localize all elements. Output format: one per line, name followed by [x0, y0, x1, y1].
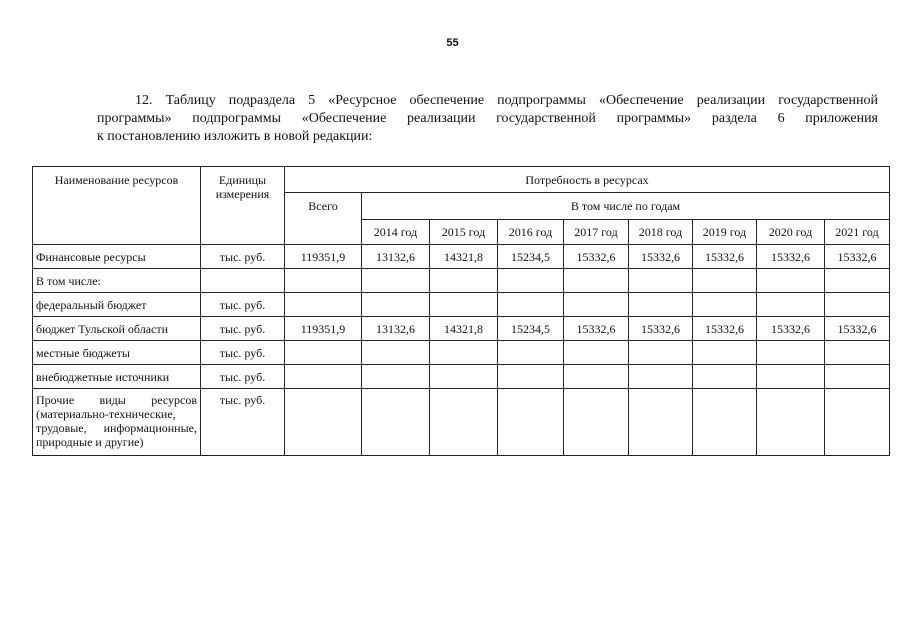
- unit-cell: тыс. руб.: [201, 317, 285, 341]
- year-value-cell: 14321,8: [430, 317, 498, 341]
- unit-cell: тыс. руб.: [201, 365, 285, 389]
- year-value-cell: [757, 269, 825, 293]
- header-unit: Единицы измерения: [201, 167, 285, 245]
- intro-line-2: программы» подпрограммы «Обеспечение реализации государственной программы» раздела 6 приложения: [97, 111, 878, 126]
- total-cell: [285, 269, 362, 293]
- year-value-cell: [693, 269, 757, 293]
- intro-paragraph: [97, 92, 878, 146]
- year-value-cell: [498, 293, 564, 317]
- year-value-cell: [564, 341, 629, 365]
- total-cell: [285, 293, 362, 317]
- year-value-cell: [825, 365, 890, 389]
- resource-name-cell: федеральный бюджет: [33, 293, 201, 317]
- resource-name-cell: местные бюджеты: [33, 341, 201, 365]
- year-value-cell: 15332,6: [757, 317, 825, 341]
- table-row: [33, 269, 890, 293]
- unit-cell: тыс. руб.: [201, 389, 285, 456]
- year-value-cell: [564, 269, 629, 293]
- year-value-cell: [498, 341, 564, 365]
- year-value-cell: [629, 341, 693, 365]
- intro-line-1: 12. Таблицу подраздела 5 «Ресурсное обеспечение подпрограммы «Обеспечение реализации государственной: [135, 93, 878, 108]
- year-value-cell: 15332,6: [564, 245, 629, 269]
- total-cell: 119351,9: [285, 317, 362, 341]
- total-cell: [285, 389, 362, 456]
- header-year: 2020 год: [757, 220, 825, 245]
- year-value-cell: [757, 389, 825, 456]
- year-value-cell: [498, 389, 564, 456]
- year-value-cell: [693, 293, 757, 317]
- year-value-cell: [564, 365, 629, 389]
- year-value-cell: [757, 365, 825, 389]
- year-value-cell: 15332,6: [825, 317, 890, 341]
- resource-name-cell: В том числе:: [33, 269, 201, 293]
- year-value-cell: 15234,5: [498, 317, 564, 341]
- year-value-cell: [629, 269, 693, 293]
- total-cell: [285, 341, 362, 365]
- table-row: [33, 389, 890, 456]
- year-value-cell: [430, 341, 498, 365]
- year-value-cell: [430, 365, 498, 389]
- year-value-cell: [629, 365, 693, 389]
- year-value-cell: [693, 341, 757, 365]
- table-row: [33, 365, 890, 389]
- year-value-cell: 15332,6: [564, 317, 629, 341]
- header-year: 2016 год: [498, 220, 564, 245]
- year-value-cell: 13132,6: [362, 317, 430, 341]
- year-value-cell: 15332,6: [825, 245, 890, 269]
- year-value-cell: [825, 293, 890, 317]
- year-value-cell: [629, 389, 693, 456]
- unit-cell: [201, 269, 285, 293]
- year-value-cell: 13132,6: [362, 245, 430, 269]
- year-value-cell: 14321,8: [430, 245, 498, 269]
- year-value-cell: [564, 293, 629, 317]
- table-row: [33, 245, 890, 269]
- intro-line-3: к постановлению изложить в новой редакции:: [97, 129, 373, 144]
- year-value-cell: [362, 365, 430, 389]
- year-value-cell: [430, 389, 498, 456]
- year-value-cell: [757, 341, 825, 365]
- resource-name-cell: внебюджетные источники: [33, 365, 201, 389]
- year-value-cell: [693, 365, 757, 389]
- year-value-cell: [362, 341, 430, 365]
- year-value-cell: [498, 365, 564, 389]
- table-row: [33, 341, 890, 365]
- page-number: 55: [446, 37, 459, 49]
- year-value-cell: [825, 389, 890, 456]
- table-row: [33, 317, 890, 341]
- header-by-year: В том числе по годам: [362, 193, 890, 220]
- year-value-cell: [362, 269, 430, 293]
- year-value-cell: [362, 293, 430, 317]
- year-value-cell: 15234,5: [498, 245, 564, 269]
- header-resource-name: Наименование ресурсов: [33, 167, 201, 245]
- resource-name-cell: Прочие виды ресурсов (материально-технические, трудовые, информационные, природные и другие): [33, 389, 201, 456]
- resource-table: [32, 166, 890, 456]
- total-cell: 119351,9: [285, 245, 362, 269]
- header-total: Всего: [285, 193, 362, 245]
- unit-cell: тыс. руб.: [201, 245, 285, 269]
- header-year: 2017 год: [564, 220, 629, 245]
- header-year: 2015 год: [430, 220, 498, 245]
- year-value-cell: [362, 389, 430, 456]
- header-resource-need: Потребность в ресурсах: [285, 167, 890, 193]
- header-year: 2019 год: [693, 220, 757, 245]
- resource-name-cell: Финансовые ресурсы: [33, 245, 201, 269]
- year-value-cell: [825, 341, 890, 365]
- year-value-cell: [498, 269, 564, 293]
- header-year: 2018 год: [629, 220, 693, 245]
- header-year: 2014 год: [362, 220, 430, 245]
- year-value-cell: [757, 293, 825, 317]
- header-year: 2021 год: [825, 220, 890, 245]
- year-value-cell: 15332,6: [693, 317, 757, 341]
- year-value-cell: [564, 389, 629, 456]
- total-cell: [285, 365, 362, 389]
- year-value-cell: 15332,6: [629, 245, 693, 269]
- year-value-cell: [430, 293, 498, 317]
- year-value-cell: [629, 293, 693, 317]
- unit-cell: тыс. руб.: [201, 293, 285, 317]
- unit-cell: тыс. руб.: [201, 341, 285, 365]
- table-row: [33, 293, 890, 317]
- resource-name-cell: бюджет Тульской области: [33, 317, 201, 341]
- year-value-cell: [430, 269, 498, 293]
- year-value-cell: [693, 389, 757, 456]
- year-value-cell: [825, 269, 890, 293]
- year-value-cell: 15332,6: [693, 245, 757, 269]
- year-value-cell: 15332,6: [757, 245, 825, 269]
- year-value-cell: 15332,6: [629, 317, 693, 341]
